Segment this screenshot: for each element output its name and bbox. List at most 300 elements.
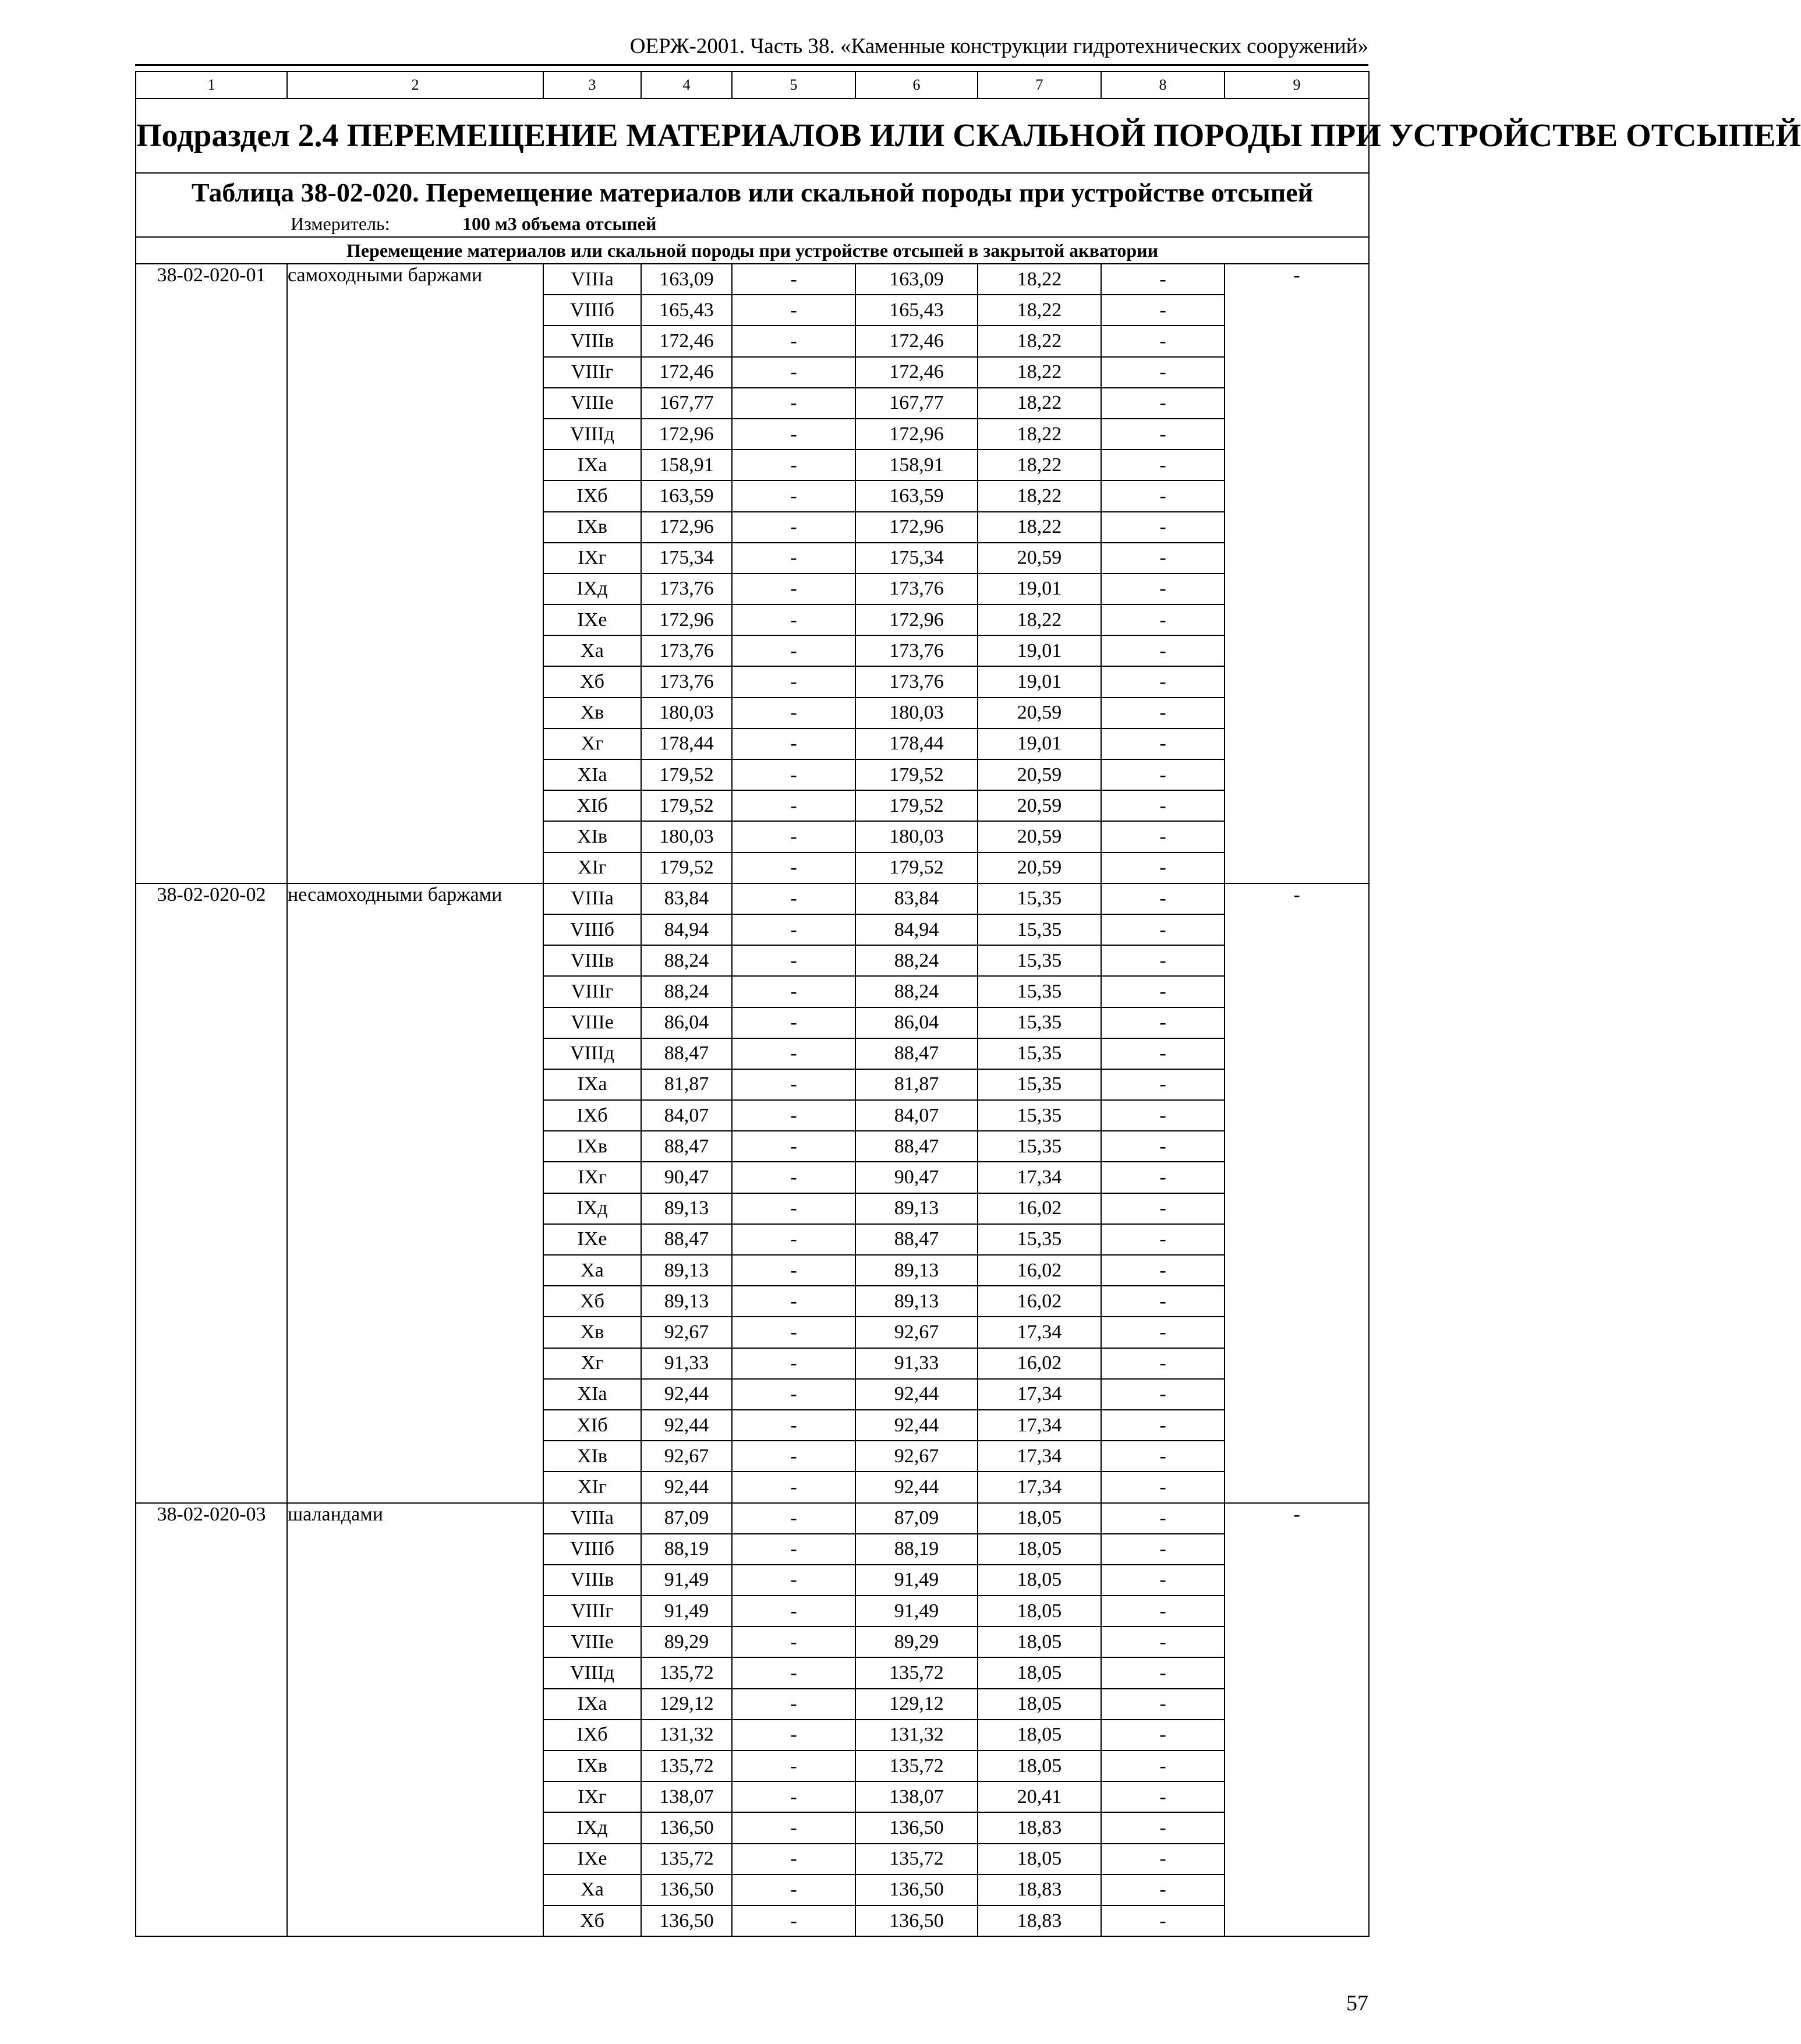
value-cell: 18,22 <box>978 512 1101 543</box>
value-cell: 89,29 <box>641 1626 732 1657</box>
column-number: 8 <box>1101 72 1225 98</box>
value-cell: 89,13 <box>641 1193 732 1224</box>
value-cell: - <box>732 1534 855 1565</box>
value-cell: 88,24 <box>855 945 978 976</box>
column-number: 2 <box>287 72 543 98</box>
category-cell: IXг <box>543 543 641 574</box>
value-cell: 180,03 <box>641 698 732 729</box>
value-cell: - <box>732 574 855 604</box>
category-cell: VIIIб <box>543 914 641 945</box>
value-cell: - <box>1101 1007 1225 1038</box>
value-cell: 180,03 <box>855 698 978 729</box>
category-cell: IXа <box>543 1069 641 1100</box>
work-name: шаландами <box>287 1503 543 1937</box>
value-cell: 172,46 <box>855 326 978 356</box>
value-cell: 135,72 <box>641 1844 732 1875</box>
value-cell: - <box>732 1844 855 1875</box>
category-cell: IXд <box>543 574 641 604</box>
value-cell: - <box>732 1812 855 1843</box>
value-cell: 86,04 <box>855 1007 978 1038</box>
value-cell: 18,83 <box>978 1905 1101 1936</box>
category-cell: XIг <box>543 1472 641 1502</box>
value-cell: 88,19 <box>641 1534 732 1565</box>
category-cell: VIIIа <box>543 883 641 914</box>
value-cell: - <box>1101 821 1225 852</box>
category-cell: XIг <box>543 853 641 883</box>
value-cell: 91,49 <box>641 1565 732 1596</box>
table-row <box>136 264 1369 295</box>
value-cell: 163,09 <box>641 264 732 295</box>
value-cell: 84,07 <box>641 1100 732 1131</box>
value-cell: 136,50 <box>641 1905 732 1936</box>
value-cell: - <box>1101 1379 1225 1410</box>
category-cell: VIIIа <box>543 264 641 295</box>
value-cell: 19,01 <box>978 666 1101 697</box>
value-cell: - <box>732 1781 855 1812</box>
value-cell: - <box>1101 1348 1225 1379</box>
value-cell: 88,24 <box>641 945 732 976</box>
norm-code: 38-02-020-02 <box>136 883 287 1503</box>
value-cell: 92,44 <box>855 1379 978 1410</box>
value-cell: 179,52 <box>641 853 732 883</box>
value-cell: - <box>1101 853 1225 883</box>
value-cell: - <box>1101 1038 1225 1069</box>
value-cell: - <box>1101 1812 1225 1843</box>
value-cell: - <box>732 604 855 635</box>
value-cell: 179,52 <box>855 759 978 790</box>
value-cell: - <box>1101 914 1225 945</box>
value-cell: 81,87 <box>855 1069 978 1100</box>
value-cell: 18,05 <box>978 1657 1101 1688</box>
value-cell: - <box>1101 419 1225 450</box>
value-cell: 81,87 <box>641 1069 732 1100</box>
value-cell: - <box>732 883 855 914</box>
page-number: 57 <box>1346 1991 1368 2015</box>
value-cell: - <box>1101 1069 1225 1100</box>
value-cell: 92,67 <box>855 1441 978 1472</box>
value-cell: 167,77 <box>641 388 732 419</box>
category-cell: Xв <box>543 1317 641 1348</box>
value-cell: 84,94 <box>641 914 732 945</box>
value-cell: - <box>732 1255 855 1286</box>
value-cell: - <box>732 1379 855 1410</box>
category-cell: IXе <box>543 1844 641 1875</box>
value-cell: 83,84 <box>641 883 732 914</box>
category-cell: VIIIв <box>543 1565 641 1596</box>
value-cell: 172,46 <box>855 357 978 388</box>
value-cell: 15,35 <box>978 1069 1101 1100</box>
category-cell: Xа <box>543 635 641 666</box>
value-cell: - <box>1101 1596 1225 1626</box>
value-cell: 18,22 <box>978 480 1101 511</box>
column-number: 9 <box>1225 72 1369 98</box>
value-cell: 17,34 <box>978 1379 1101 1410</box>
value-cell: 92,44 <box>855 1472 978 1502</box>
value-cell: - <box>732 264 855 295</box>
category-cell: VIIIв <box>543 945 641 976</box>
value-cell: 172,46 <box>641 357 732 388</box>
value-cell: - <box>1101 945 1225 976</box>
value-cell: 18,05 <box>978 1720 1101 1751</box>
norm-code: 38-02-020-03 <box>136 1503 287 1937</box>
value-cell: - <box>732 853 855 883</box>
category-cell: VIIIг <box>543 357 641 388</box>
value-cell: 172,96 <box>641 419 732 450</box>
value-cell: - <box>732 512 855 543</box>
value-cell: 15,35 <box>978 914 1101 945</box>
value-cell: 18,22 <box>978 295 1101 326</box>
category-cell: VIIIа <box>543 1503 641 1534</box>
table-title: Таблица 38-02-020. Перемещение материалов или скальной породы при устройстве отсыпей <box>136 173 1369 211</box>
value-cell: - <box>732 543 855 574</box>
value-cell: 138,07 <box>855 1781 978 1812</box>
value-cell: 92,67 <box>641 1441 732 1472</box>
value-cell: - <box>1101 1844 1225 1875</box>
value-cell: - <box>1101 1781 1225 1812</box>
value-cell: - <box>1101 1193 1225 1224</box>
value-cell: 175,34 <box>641 543 732 574</box>
value-cell: 20,59 <box>978 543 1101 574</box>
value-cell: - <box>1101 1162 1225 1193</box>
value-cell: - <box>1101 635 1225 666</box>
column-9-cell: - <box>1225 1503 1369 1937</box>
column-9-cell: - <box>1225 264 1369 883</box>
value-cell: - <box>732 914 855 945</box>
table-row <box>136 883 1369 914</box>
value-cell: 172,96 <box>855 419 978 450</box>
value-cell: 136,50 <box>855 1812 978 1843</box>
value-cell: - <box>1101 1657 1225 1688</box>
value-cell: - <box>732 1472 855 1502</box>
column-number: 1 <box>136 72 287 98</box>
category-cell: Xб <box>543 1286 641 1317</box>
value-cell: 165,43 <box>641 295 732 326</box>
work-name: несамоходными баржами <box>287 883 543 1503</box>
value-cell: 179,52 <box>641 759 732 790</box>
value-cell: - <box>1101 1100 1225 1131</box>
category-cell: IXе <box>543 604 641 635</box>
value-cell: 173,76 <box>855 574 978 604</box>
value-cell: 18,83 <box>978 1812 1101 1843</box>
value-cell: 88,47 <box>641 1131 732 1162</box>
value-cell: - <box>1101 1131 1225 1162</box>
value-cell: - <box>732 1348 855 1379</box>
value-cell: - <box>1101 264 1225 295</box>
value-cell: 92,44 <box>855 1410 978 1441</box>
meter-label: Измеритель: <box>291 213 390 234</box>
value-cell: 173,76 <box>641 635 732 666</box>
column-number: 7 <box>978 72 1101 98</box>
value-cell: - <box>732 945 855 976</box>
value-cell: 18,05 <box>978 1844 1101 1875</box>
value-cell: 91,33 <box>641 1348 732 1379</box>
meter-value: 100 м3 объема отсыпей <box>462 213 657 234</box>
value-cell: - <box>732 1224 855 1255</box>
header-rule <box>135 64 1368 66</box>
value-cell: - <box>1101 604 1225 635</box>
column-number: 5 <box>732 72 855 98</box>
value-cell: 175,34 <box>855 543 978 574</box>
value-cell: 180,03 <box>855 821 978 852</box>
norm-code: 38-02-020-01 <box>136 264 287 883</box>
value-cell: - <box>732 1038 855 1069</box>
value-cell: - <box>1101 295 1225 326</box>
value-cell: 84,94 <box>855 914 978 945</box>
value-cell: 91,33 <box>855 1348 978 1379</box>
value-cell: - <box>1101 1875 1225 1905</box>
value-cell: 91,49 <box>855 1596 978 1626</box>
category-cell: IXб <box>543 1100 641 1131</box>
value-cell: - <box>1101 1565 1225 1596</box>
value-cell: 18,22 <box>978 450 1101 480</box>
value-cell: 89,29 <box>855 1626 978 1657</box>
value-cell: 15,35 <box>978 883 1101 914</box>
value-cell: 89,13 <box>855 1193 978 1224</box>
category-cell: VIIIг <box>543 976 641 1007</box>
value-cell: 16,02 <box>978 1193 1101 1224</box>
value-cell: 172,96 <box>641 512 732 543</box>
value-cell: 20,59 <box>978 698 1101 729</box>
value-cell: 20,59 <box>978 821 1101 852</box>
value-cell: 135,72 <box>855 1844 978 1875</box>
value-cell: 18,05 <box>978 1751 1101 1781</box>
value-cell: 20,59 <box>978 853 1101 883</box>
value-cell: 20,41 <box>978 1781 1101 1812</box>
category-cell: VIIIд <box>543 1038 641 1069</box>
value-cell: 131,32 <box>641 1720 732 1751</box>
value-cell: 91,49 <box>641 1596 732 1626</box>
category-cell: XIб <box>543 790 641 821</box>
value-cell: 88,24 <box>855 976 978 1007</box>
value-cell: 16,02 <box>978 1348 1101 1379</box>
value-cell: - <box>1101 976 1225 1007</box>
value-cell: 18,05 <box>978 1503 1101 1534</box>
value-cell: 15,35 <box>978 1038 1101 1069</box>
value-cell: 158,91 <box>855 450 978 480</box>
value-cell: 17,34 <box>978 1410 1101 1441</box>
value-cell: - <box>1101 729 1225 759</box>
value-cell: 129,12 <box>855 1689 978 1720</box>
value-cell: - <box>732 1410 855 1441</box>
value-cell: 87,09 <box>855 1503 978 1534</box>
value-cell: 179,52 <box>855 790 978 821</box>
category-cell: IXг <box>543 1781 641 1812</box>
value-cell: 172,46 <box>641 326 732 356</box>
category-cell: IXа <box>543 450 641 480</box>
value-cell: 18,05 <box>978 1534 1101 1565</box>
value-cell: - <box>732 666 855 697</box>
value-cell: 20,59 <box>978 790 1101 821</box>
value-cell: 15,35 <box>978 1131 1101 1162</box>
value-cell: - <box>1101 574 1225 604</box>
value-cell: - <box>732 1689 855 1720</box>
value-cell: 178,44 <box>641 729 732 759</box>
category-cell: VIIIв <box>543 326 641 356</box>
value-cell: 18,22 <box>978 357 1101 388</box>
category-cell: XIб <box>543 1410 641 1441</box>
category-cell: IXа <box>543 1689 641 1720</box>
value-cell: 83,84 <box>855 883 978 914</box>
value-cell: - <box>1101 1472 1225 1502</box>
category-cell: IXг <box>543 1162 641 1193</box>
value-cell: 18,22 <box>978 419 1101 450</box>
work-name: самоходными баржами <box>287 264 543 883</box>
column-number: 4 <box>641 72 732 98</box>
value-cell: 136,50 <box>855 1905 978 1936</box>
value-cell: 131,32 <box>855 1720 978 1751</box>
value-cell: 15,35 <box>978 1224 1101 1255</box>
category-cell: IXв <box>543 512 641 543</box>
value-cell: - <box>732 759 855 790</box>
category-cell: IXд <box>543 1812 641 1843</box>
value-cell: 15,35 <box>978 945 1101 976</box>
value-cell: 179,52 <box>855 853 978 883</box>
value-cell: 135,72 <box>641 1751 732 1781</box>
category-cell: Xв <box>543 698 641 729</box>
value-cell: 135,72 <box>855 1657 978 1688</box>
value-cell: - <box>1101 1689 1225 1720</box>
category-cell: Xг <box>543 1348 641 1379</box>
category-cell: IXе <box>543 1224 641 1255</box>
value-cell: - <box>732 1317 855 1348</box>
value-cell: 90,47 <box>855 1162 978 1193</box>
value-cell: - <box>732 1626 855 1657</box>
value-cell: 88,47 <box>855 1131 978 1162</box>
value-cell: 167,77 <box>855 388 978 419</box>
value-cell: 18,22 <box>978 264 1101 295</box>
value-cell: 91,49 <box>855 1565 978 1596</box>
value-cell: 173,76 <box>641 574 732 604</box>
value-cell: - <box>1101 1720 1225 1751</box>
value-cell: 17,34 <box>978 1317 1101 1348</box>
category-cell: VIIIб <box>543 1534 641 1565</box>
category-cell: VIIIд <box>543 1657 641 1688</box>
table-row <box>136 1503 1369 1534</box>
value-cell: 173,76 <box>641 666 732 697</box>
value-cell: 15,35 <box>978 1100 1101 1131</box>
value-cell: 18,05 <box>978 1626 1101 1657</box>
value-cell: 89,13 <box>641 1286 732 1317</box>
value-cell: - <box>1101 883 1225 914</box>
value-cell: - <box>732 1720 855 1751</box>
category-cell: XIв <box>543 1441 641 1472</box>
category-cell: Xа <box>543 1255 641 1286</box>
value-cell: 86,04 <box>641 1007 732 1038</box>
value-cell: - <box>732 1100 855 1131</box>
meter-row <box>136 211 1369 237</box>
value-cell: 136,50 <box>641 1875 732 1905</box>
value-cell: - <box>732 326 855 356</box>
value-cell: 135,72 <box>855 1751 978 1781</box>
value-cell: 18,05 <box>978 1689 1101 1720</box>
category-cell: Xг <box>543 729 641 759</box>
category-cell: Xб <box>543 666 641 697</box>
value-cell: - <box>732 1069 855 1100</box>
value-cell: - <box>732 729 855 759</box>
value-cell: 89,13 <box>855 1286 978 1317</box>
value-cell: - <box>1101 450 1225 480</box>
value-cell: 92,44 <box>641 1410 732 1441</box>
running-title: ОЕРЖ-2001. Часть 38. «Каменные конструкции гидротехнических сооружений» <box>629 34 1368 58</box>
value-cell: - <box>732 1503 855 1534</box>
category-cell: VIIIе <box>543 388 641 419</box>
value-cell: 89,13 <box>641 1255 732 1286</box>
category-cell: XIа <box>543 1379 641 1410</box>
value-cell: 84,07 <box>855 1100 978 1131</box>
value-cell: 158,91 <box>641 450 732 480</box>
value-cell: - <box>732 976 855 1007</box>
value-cell: 88,24 <box>641 976 732 1007</box>
category-cell: IXв <box>543 1751 641 1781</box>
value-cell: - <box>1101 1534 1225 1565</box>
value-cell: - <box>1101 1255 1225 1286</box>
category-cell: Xб <box>543 1905 641 1936</box>
value-cell: - <box>732 1131 855 1162</box>
value-cell: - <box>1101 1286 1225 1317</box>
value-cell: 163,59 <box>855 480 978 511</box>
value-cell: - <box>1101 666 1225 697</box>
value-cell: 88,47 <box>855 1224 978 1255</box>
value-cell: - <box>1101 326 1225 356</box>
norms-table <box>135 71 1801 1937</box>
value-cell: 19,01 <box>978 635 1101 666</box>
value-cell: - <box>732 1565 855 1596</box>
value-cell: 20,59 <box>978 759 1101 790</box>
value-cell: 135,72 <box>641 1657 732 1688</box>
value-cell: - <box>1101 1905 1225 1936</box>
column-number-row <box>136 72 1369 98</box>
value-cell: - <box>732 1162 855 1193</box>
value-cell: 138,07 <box>641 1781 732 1812</box>
column-number: 6 <box>855 72 978 98</box>
value-cell: 16,02 <box>978 1286 1101 1317</box>
value-cell: 19,01 <box>978 729 1101 759</box>
value-cell: - <box>732 790 855 821</box>
value-cell: 18,05 <box>978 1596 1101 1626</box>
column-9-cell: - <box>1225 883 1369 1503</box>
value-cell: - <box>732 1193 855 1224</box>
value-cell: 18,22 <box>978 326 1101 356</box>
value-cell: 18,22 <box>978 388 1101 419</box>
value-cell: 88,47 <box>641 1038 732 1069</box>
section-title: Перемещение материалов или скальной породы при устройстве отсыпей в закрытой акватории <box>136 237 1369 264</box>
value-cell: 19,01 <box>978 574 1101 604</box>
value-cell: 89,13 <box>855 1255 978 1286</box>
value-cell: - <box>732 388 855 419</box>
value-cell: - <box>1101 1503 1225 1534</box>
value-cell: 172,96 <box>855 604 978 635</box>
subsection-title: Подраздел 2.4 ПЕРЕМЕЩЕНИЕ МАТЕРИАЛОВ ИЛИ СКАЛЬНОЙ ПОРОДЫ ПРИ УСТРОЙСТВЕ ОТСЫПЕЙ <box>136 98 1369 173</box>
value-cell: 180,03 <box>641 821 732 852</box>
value-cell: 18,22 <box>978 604 1101 635</box>
value-cell: - <box>1101 759 1225 790</box>
value-cell: 18,05 <box>978 1565 1101 1596</box>
value-cell: - <box>732 450 855 480</box>
value-cell: 15,35 <box>978 976 1101 1007</box>
value-cell: - <box>732 1007 855 1038</box>
value-cell: - <box>732 357 855 388</box>
category-cell: Xа <box>543 1875 641 1905</box>
value-cell: - <box>732 1905 855 1936</box>
value-cell: 92,67 <box>855 1317 978 1348</box>
category-cell: XIа <box>543 759 641 790</box>
value-cell: 165,43 <box>855 295 978 326</box>
value-cell: - <box>732 821 855 852</box>
column-number: 3 <box>543 72 641 98</box>
value-cell: 173,76 <box>855 666 978 697</box>
value-cell: 17,34 <box>978 1162 1101 1193</box>
category-cell: VIIIг <box>543 1596 641 1626</box>
